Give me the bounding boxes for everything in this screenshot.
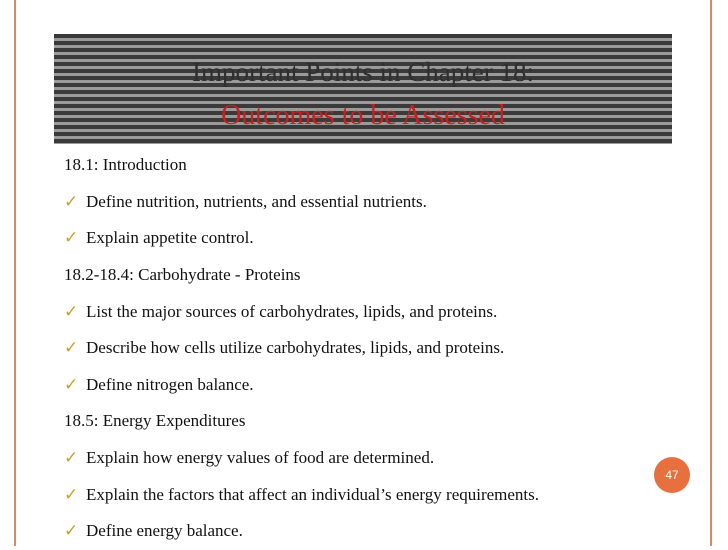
list-item-text: Define energy balance. xyxy=(86,521,243,541)
outcomes-list xyxy=(64,147,704,550)
list-item xyxy=(64,367,704,404)
checkmark-icon: ✓ xyxy=(64,338,79,359)
checkmark-icon: ✓ xyxy=(64,228,79,249)
list-item xyxy=(64,476,704,513)
section-heading-energy-expenditures xyxy=(64,403,704,440)
list-item xyxy=(64,184,704,221)
section-heading-text: 18.5: Energy Expenditures xyxy=(64,411,246,431)
slide-title: Important Points in Chapter 18: xyxy=(192,57,534,87)
list-item-text: Describe how cells utilize carbohydrates, lipids, and proteins. xyxy=(86,338,505,358)
list-item xyxy=(64,293,704,330)
checkmark-icon: ✓ xyxy=(64,521,79,542)
page-number-badge: 47 xyxy=(654,457,690,493)
list-item-text: Explain the factors that affect an individual’s energy requirements. xyxy=(86,484,540,504)
section-heading-introduction xyxy=(64,147,704,184)
list-item-text: List the major sources of carbohydrates, lipids, and proteins. xyxy=(86,301,498,321)
left-decorative-rule xyxy=(14,0,16,546)
list-item xyxy=(64,330,704,367)
list-item-text: Explain appetite control. xyxy=(86,228,254,248)
section-heading-text: 18.1: Introduction xyxy=(64,155,187,175)
section-heading-text: 18.2-18.4: Carbohydrate - Proteins xyxy=(64,265,301,285)
checkmark-icon: ✓ xyxy=(64,484,79,505)
list-item-text: Define nutrition, nutrients, and essential nutrients. xyxy=(86,191,427,211)
checkmark-icon: ✓ xyxy=(64,448,79,469)
checkmark-icon: ✓ xyxy=(64,301,79,322)
checkmark-icon: ✓ xyxy=(64,374,79,395)
list-item-text: Define nitrogen balance. xyxy=(86,374,254,394)
list-item-text: Explain how energy values of food are determined. xyxy=(86,448,435,468)
slide-subtitle: Outcomes to be Assessed xyxy=(221,100,505,131)
list-item xyxy=(64,220,704,257)
checkmark-icon: ✓ xyxy=(64,191,79,212)
list-item xyxy=(64,513,704,550)
section-heading-carbohydrate-proteins xyxy=(64,257,704,294)
list-item xyxy=(64,440,704,477)
right-decorative-rule xyxy=(710,0,712,546)
